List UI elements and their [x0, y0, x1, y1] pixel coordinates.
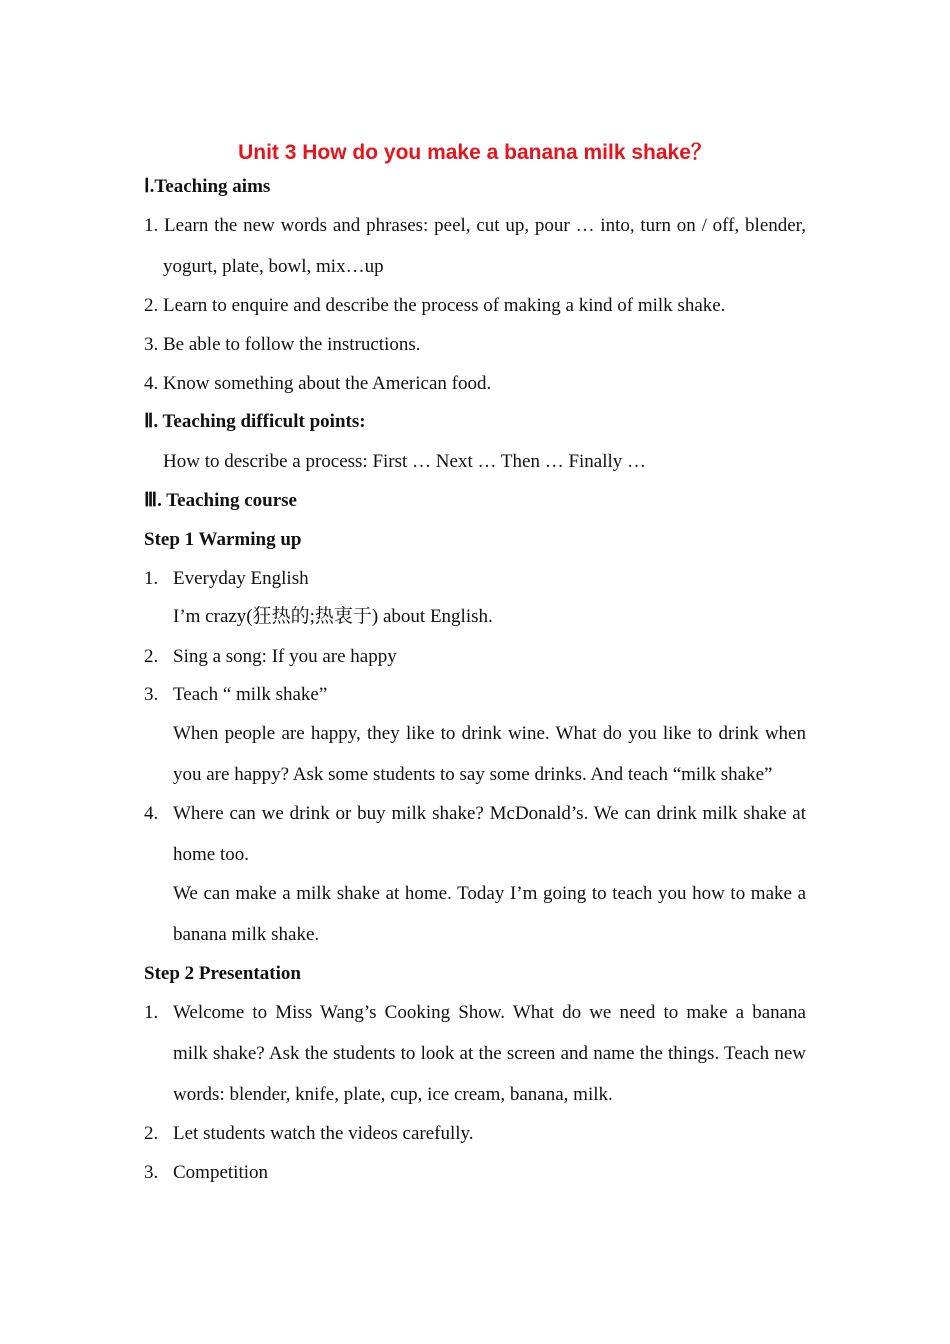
- step1-item-4: Where can we drink or buy milk shake? McDonald’s. We can drink milk shake at: [173, 803, 806, 824]
- step1-item-1-detail: I’m crazy(狂热的;热衷于) about English.: [173, 606, 493, 627]
- aim-item-2: 2. Learn to enquire and describe the process of making a kind of milk shake.: [144, 295, 726, 316]
- step1-item-4-number: 4.: [144, 803, 159, 824]
- step2-item-3: Competition: [173, 1162, 268, 1183]
- section-heading-difficult-points: Ⅱ. Teaching difficult points:: [144, 411, 366, 432]
- step1-item-3-number: 3.: [144, 684, 159, 705]
- step1-item-3-detail-2: you are happy? Ask some students to say some drinks. And teach “milk shake”: [173, 764, 773, 785]
- step2-item-2: Let students watch the videos carefully.: [173, 1123, 474, 1144]
- section-heading-teaching-course: Ⅲ. Teaching course: [144, 490, 297, 511]
- step1-item-2-number: 2.: [144, 646, 159, 667]
- step1-item-3-detail-1: When people are happy, they like to drink wine. What do you like to drink when: [173, 723, 806, 744]
- aim-item-1: 1. Learn the new words and phrases: peel, cut up, pour … into, turn on / off, blender,: [144, 215, 806, 236]
- step1-item-4-continued: home too.: [173, 844, 249, 865]
- document-title: Unit 3 How do you make a banana milk shake？: [238, 141, 712, 164]
- step2-item-2-number: 2.: [144, 1123, 159, 1144]
- step1-item-3: Teach “ milk shake”: [173, 684, 328, 705]
- step1-heading: Step 1 Warming up: [144, 529, 302, 550]
- step2-heading: Step 2 Presentation: [144, 963, 301, 984]
- step2-item-1-words: words: blender, knife, plate, cup, ice cream, banana, milk.: [173, 1084, 613, 1105]
- step1-item-1: Everyday English: [173, 568, 309, 589]
- step1-item-4-detail-2: banana milk shake.: [173, 924, 320, 945]
- aim-item-3: 3. Be able to follow the instructions.: [144, 334, 421, 355]
- step1-item-4-detail-1: We can make a milk shake at home. Today I’m going to teach you how to make a: [173, 883, 806, 904]
- step2-item-3-number: 3.: [144, 1162, 159, 1183]
- step2-item-1-number: 1.: [144, 1002, 159, 1023]
- difficult-point-text: How to describe a process: First … Next … Then … Finally …: [163, 451, 647, 472]
- step1-item-1-number: 1.: [144, 568, 159, 589]
- step1-item-2: Sing a song: If you are happy: [173, 646, 397, 667]
- step2-item-1-continued: milk shake? Ask the students to look at the screen and name the things. Teach new: [173, 1043, 806, 1064]
- section-heading-teaching-aims: Ⅰ.Teaching aims: [144, 176, 271, 197]
- aim-item-4: 4. Know something about the American food.: [144, 373, 492, 394]
- aim-item-1-continued: yogurt, plate, bowl, mix…up: [163, 256, 384, 277]
- step2-item-1: Welcome to Miss Wang’s Cooking Show. What do we need to make a banana: [173, 1002, 806, 1023]
